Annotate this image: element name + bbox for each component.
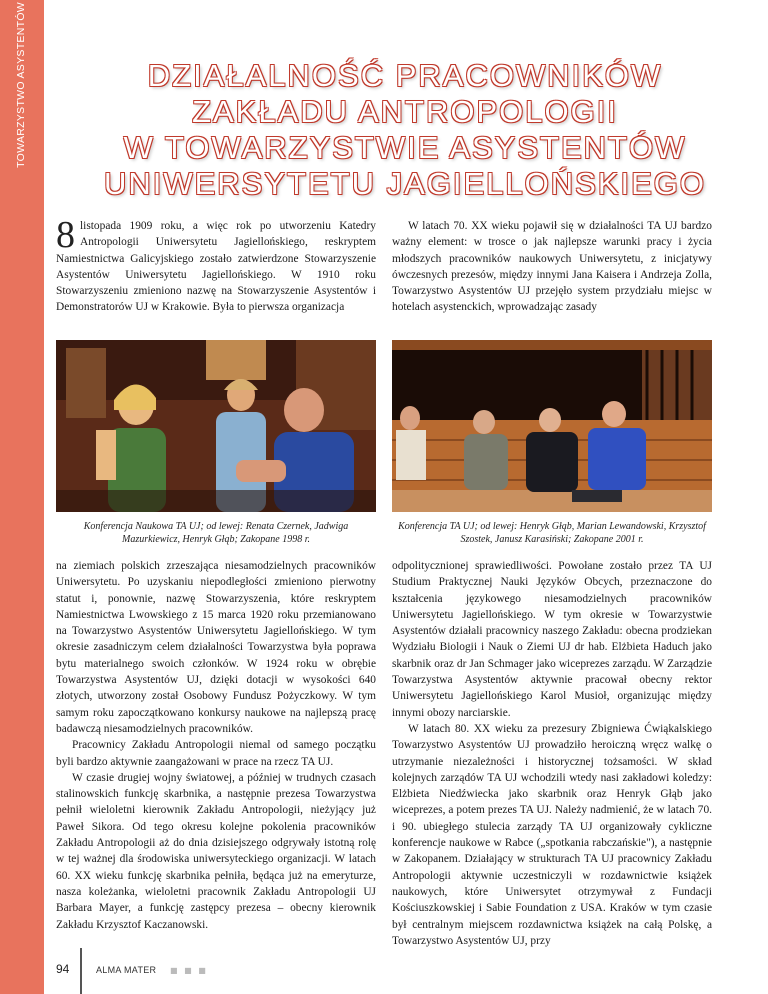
journal-name: ALMA MATER — [96, 965, 157, 975]
footer-dots: ■ ■ ■ — [170, 966, 208, 975]
caption-right: Konferencja TA UJ; od lewej: Henryk Głąb, Marian Lewandowski, Krzysztof Szostek, Janusz Karasiński; Zakopane 2001 r. — [398, 521, 706, 545]
page-number: 94 — [56, 962, 70, 976]
intro-left-text: listopada 1909 roku, a więc rok po utworzeniu Katedry Antropologii Uniwersytetu Jagiellońskiego, reskryptem Namiestnictwa Galicyjskiego zostało zatwierdzone Stowarzyszenie Asystentów Uniwersytetu Jagiellońskiego. W 1910 roku Stowarzyszeniu zmieniono nazwę na Stowarzyszenie Asystentów i Demonstratorów UJ w Krakowie. Była to pierwsza organizacja — [56, 220, 376, 314]
paragraph: W czasie drugiej wojny światowej, a później w trudnych czasach stalinowskich funkcję skarbnika, a następnie prezesa Towarzystwa pełnił wieloletni kierownik Zakładu Antropologii, nieżyjący już Paweł Sikora. Od tego okresu kolejne pokolenia pracowników Zakładu Antropologii aż do dnia dzisiejszego odgrywały istotną rolę w tej ważnej dla środowiska uniwersyteckiego organizacji. W latach 60. XX wieku funkcję skarbnika pełniła, będąca już na emeryturze, nasza koleżanka, wieloletni pracownik Zakładu Antropologii UJ Barbara Mayer, a funkcję zastępcy prezesa – obecny kierownik Zakładu Krzysztof Kaczanowski. — [56, 771, 376, 931]
paragraph: odpolitycznionej sprawiedliwości. Powołane zostało przez TA UJ Studium Praktycznej Nauki Języków Obcych, przeznaczone do kształcenia językowego niesamodzielnych pracowników Uniwersytetu Jagiellońskiego. W tym okresie w Towarzystwie Asystentów działali pracownicy naszego Zakładu: obecna prodziekan Wydziału Biologii i Nauk o Ziemi UJ dr hab. Elżbieta Haduch jako skarbnik oraz dr Jan Schmager jako wiceprezes zarządu. W Zarządzie Towarzystwa Asystentów aktywnie pracował obecny rektor Uniwersytetu Jagiellońskiego Karol Musioł, organizując między innymi obozy narciarskie. — [392, 560, 712, 719]
conference-photo-1998 — [56, 340, 376, 512]
paragraph: na ziemiach polskich zrzeszająca niesamodzielnych pracowników Uniwersytetu. Po uzyskaniu niepodległości zmieniono pierwotny statut i, ponownie, nazwę Stowarzyszenia, które reskryptem Namiestnictwa Lwowskiego z 15 marca 1920 roku przemianowano na Towarzystwo Asystentów Uniwersytetu Jagiellońskiego. W tym okresie zasadniczym celem działalności Towarzystwa była poprawa bytu materialnego swoich członków. W 1924 roku w obrębie Towarzystwa Asystentów UJ, dzięki dotacji w wysokości 640 złotych, utworzony został Osobowy Fundusz Pożyczkowy. W tym samym roku zapoczątkowano konkursy naukowe na najlepszą pracę badawczą niesamodzielnych pracowników. — [56, 560, 376, 735]
conference-photo-2001 — [392, 340, 712, 512]
intro-right-text: W latach 70. XX wieku pojawił się w działalności TA UJ bardzo ważny element: w trosce o jak najlepsze warunki pracy i życia młodszych pracowników naukowych Uniwersytetu, z inicjatywy ówczesnych prezesów, między innymi Jana Kaisera i Andrzeja Zolla, Towarzystwo Asystentów UJ przejęło system przydziału miejsc w hotelach asystenckich, wprowadzając zasady — [392, 220, 712, 314]
paragraph: W latach 80. XX wieku za prezesury Zbigniewa Ćwiąkalskiego Towarzystwo Asystentów UJ prowadziło heroiczną wręcz walkę o utrzymanie niezależności i historycznej tożsamości. W skład kolejnych zarządów TA UJ wchodzili wtedy nasi zakładowi koledzy: Elżbieta Niedźwiecka jako skarbnik oraz Henryk Głąb jako wiceprezes, a potem prezes TA UJ. Należy nadmienić, że w latach 70. i 90. ubiegłego stulecia zarządy TA UJ organizowały cykliczne konferencje naukowe w Rabce („spotkania rabczańskie"), a następnie w Zakopanem. Działający w strukturach TA UJ pracownicy Zakładu Antropologii aktywnie uczestniczyli w rozdawnictwie książek naukowych, które Uniwersytet otrzymywał z Fundacji Kościuszkowskiej i Sabie Foundation z USA. Kraków w tym czasie był centralnym miejscem rozdawnictwa książek na całą Polskę, a Towarzystwo Asystentów UJ, przy — [392, 722, 712, 947]
title-line: W TOWARZYSTWIE ASYSTENTÓW — [123, 130, 687, 165]
body-right-column — [392, 558, 712, 949]
caption-left: Konferencja Naukowa TA UJ; od lewej: Renata Czernek, Jadwiga Mazurkiewicz, Henryk Głąb; Zakopane 1998 r. — [83, 521, 349, 545]
title-line: UNIWERSYTETU JAGIELLOŃSKIEGO — [103, 166, 707, 201]
title-line: DZIAŁALNOŚĆ PRACOWNIKÓW — [147, 58, 663, 93]
section-label: TOWARZYSTWO ASYSTENTÓW — [15, 2, 27, 168]
intro-right-column — [392, 218, 712, 316]
paragraph: Pracownicy Zakładu Antropologii niemal od samego początku byli bardzo aktywnie zaangażowani w prace na rzecz TA UJ. — [56, 739, 376, 768]
title-line: ZAKŁADU ANTROPOLOGII — [192, 94, 618, 129]
photo-1998-image — [56, 340, 376, 512]
drop-cap: 8 — [56, 214, 75, 256]
intro-left-column — [56, 214, 376, 316]
article-title — [60, 58, 750, 202]
body-left-column — [56, 558, 376, 933]
footer-rule — [80, 948, 82, 994]
photo-2001-image — [392, 340, 712, 512]
